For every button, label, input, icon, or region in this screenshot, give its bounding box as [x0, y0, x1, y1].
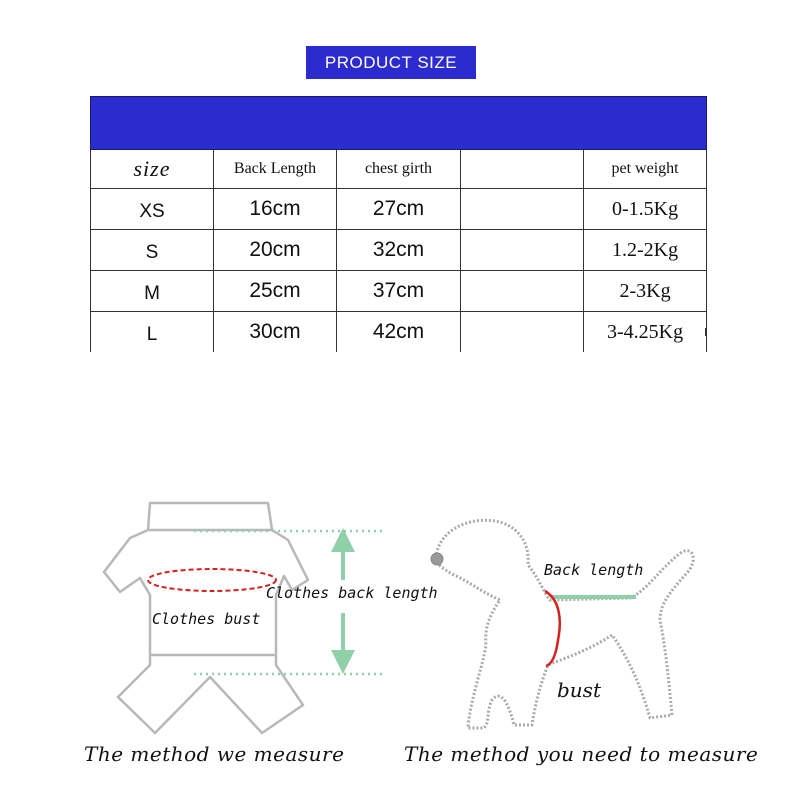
- cell-blank: [461, 189, 584, 230]
- cell-blank: [461, 230, 584, 271]
- header-chest-girth: chest girth: [337, 150, 461, 189]
- cell-chest-girth: 42cm: [337, 312, 461, 353]
- caption-right: The method you need to measure: [404, 742, 759, 766]
- header-pet-weight: pet weight: [584, 150, 707, 189]
- dog-nose-icon: [431, 553, 443, 565]
- table-bottom-stubs: [90, 328, 706, 336]
- table-header-row: [91, 150, 707, 189]
- cell-chest-girth: 32cm: [337, 230, 461, 271]
- cell-chest-girth: 27cm: [337, 189, 461, 230]
- table-banner: [91, 97, 707, 150]
- cell-pet-weight: 1.2-2Kg: [584, 230, 707, 271]
- table-row: [91, 271, 707, 312]
- header-size: size: [91, 150, 214, 189]
- table-row: [91, 189, 707, 230]
- cell-size: L: [91, 312, 214, 353]
- dog-back-length-label: Back length: [544, 561, 644, 579]
- size-table: [90, 96, 707, 352]
- clothes-back-length-label: Clothes back length: [266, 584, 438, 602]
- header-blank: [461, 150, 584, 189]
- dog-bust-label: bust: [557, 678, 601, 702]
- cell-back-length: 16cm: [214, 189, 337, 230]
- clothes-bust-label: Clothes bust: [152, 610, 261, 628]
- cell-pet-weight: 0-1.5Kg: [584, 189, 707, 230]
- caption-left: The method we measure: [84, 742, 345, 766]
- dog-bust-curve: [545, 591, 560, 666]
- cell-size: M: [91, 271, 214, 312]
- cell-back-length: 20cm: [214, 230, 337, 271]
- cell-size: S: [91, 230, 214, 271]
- table-row: [91, 230, 707, 271]
- cell-pet-weight: 2-3Kg: [584, 271, 707, 312]
- product-size-title: PRODUCT SIZE: [306, 46, 476, 79]
- cell-back-length: 30cm: [214, 312, 337, 353]
- cell-chest-girth: 37cm: [337, 271, 461, 312]
- cell-back-length: 25cm: [214, 271, 337, 312]
- table-banner-cell: [91, 97, 707, 150]
- cell-size: XS: [91, 189, 214, 230]
- cell-pet-weight: 3-4.25Kg: [584, 312, 707, 353]
- clothes-bust-ellipse: [148, 569, 276, 591]
- header-back-length: Back Length: [214, 150, 337, 189]
- cell-blank: [461, 271, 584, 312]
